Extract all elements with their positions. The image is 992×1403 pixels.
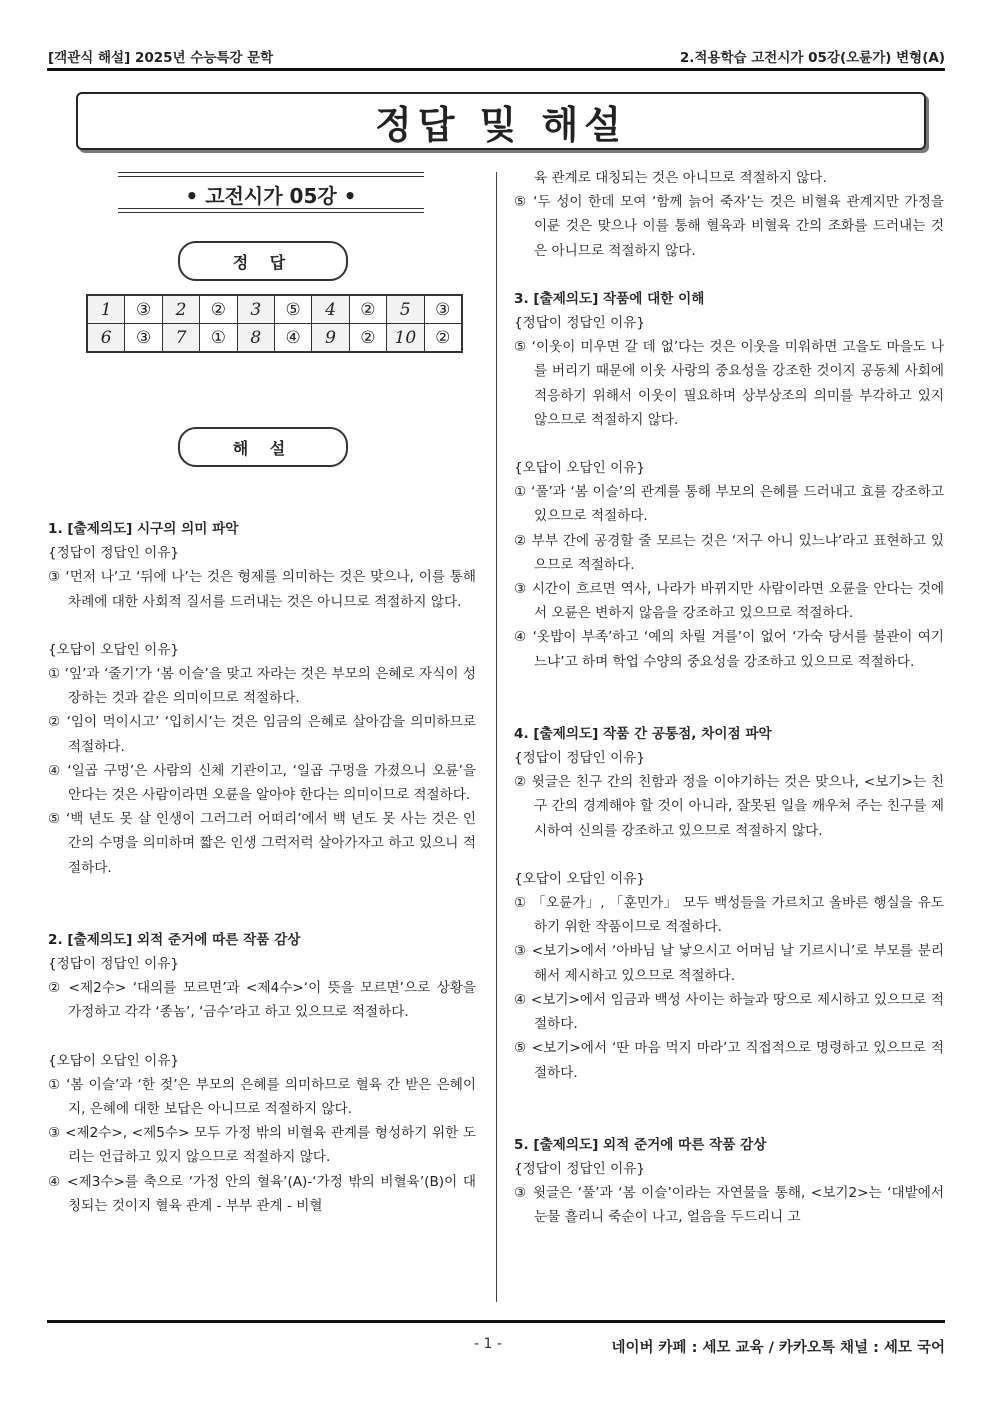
answer-choice: ② xyxy=(349,295,386,324)
question-heading: 5. [출제의도] 외적 준거에 따른 작품 감상 xyxy=(514,1136,767,1153)
header-left: [객관식 해설] 2025년 수능특강 문학 xyxy=(48,50,274,66)
explanation-item: ⑤ <보기>에서 ‘딴 마음 먹지 마라’고 직접적으로 명령하고 있으므로 적절하다. xyxy=(514,1040,944,1081)
spacer xyxy=(48,904,476,928)
explanation-item: ④ ‘옷밥이 부족’하고 ‘예의 차릴 겨를’이 없어 ‘가숙 당서를 불관이 여기느냐’고 하며 학업 수양의 중요성을 강조하고 있으므로 적절하다. xyxy=(514,629,944,670)
explanation-item: ④ ‘일곱 구멍’은 사람의 신체 기관이고, ‘일곱 구멍을 가졌으니 오륜’을 안다는 것은 사람이라면 오륜을 알아야 한다는 의미이므로 적절하다. xyxy=(48,762,476,804)
question-number: 4 xyxy=(312,295,349,324)
section-title-block xyxy=(118,172,424,212)
explanation-item: ③ <보기>에서 ‘아바님 날 낳으시고 어머님 날 기르시니’로 부모를 분리해서 제시하고 있으므로 적절하다. xyxy=(514,943,944,984)
reason-label: {정답이 정답인 이유} xyxy=(48,545,179,562)
footer-rule xyxy=(47,1320,945,1323)
question-number: 1 xyxy=(87,295,125,324)
reason-label: {오답이 오답인 이유} xyxy=(48,1052,179,1069)
question-number: 3 xyxy=(237,295,274,324)
question-heading: 1. [출제의도] 시구의 의미 파악 xyxy=(48,521,239,537)
explanation-item: ② <제2수> ‘대의를 모르면’과 <제4수>‘이 뜻을 모르면’으로 상황을 가정하고 각각 ‘종놈’, ‘금수’라고 하고 있으므로 적절하다. xyxy=(48,980,476,1021)
explanation-item: ④ <보기>에서 임금과 백성 사이는 하늘과 땅으로 제시하고 있으므로 적절하다. xyxy=(514,991,944,1033)
explanation-item: ① ‘봄 이슬’과 ‘한 젖’은 부모의 은혜를 의미하므로 혈육 간 받은 은혜이지, 은혜에 대한 보답은 아니므로 적절하지 않다. xyxy=(48,1076,476,1118)
answer-choice: ③ xyxy=(125,295,162,324)
explain-label: 해 설 xyxy=(178,427,348,467)
explanation-item: ② 윗글은 친구 간의 친함과 정을 이야기하는 것은 맞으나, <보기>는 친구 간의 경계해야 할 것이 아니라, 잘못된 일을 깨우쳐 주는 친구를 제시하여 신의를 강조하고 있으므로 적절하지 않다. xyxy=(514,774,944,839)
question-number: 6 xyxy=(87,324,125,353)
answer-choice: ⑤ xyxy=(274,295,311,324)
header-rule xyxy=(47,68,945,71)
reason-label: {정답이 정답인 이유} xyxy=(48,956,179,973)
explanation-item: ③ 시간이 흐르면 역사, 나라가 바뀌지만 사람이라면 오륜을 안다는 것에서 오륜은 변하지 않음을 강조하고 있으므로 적절하다. xyxy=(514,581,944,622)
spacer xyxy=(514,1085,944,1109)
spacer xyxy=(514,263,944,287)
explanation-item: ⑤ ‘이웃이 미우면 갈 데 없’다는 것은 이웃을 미워하면 고을도 마을도 나를 버리기 때문에 이웃 사랑의 중요성을 강조한 것이지 공동체 사회에 적응하기 위해서 이웃이 필요하며 상부상조의 의미를 부각하고 있지 않으므로 적절하지 않다. xyxy=(514,339,944,428)
question-number: 8 xyxy=(237,324,274,353)
spacer xyxy=(514,432,944,456)
footer-credit: 네이버 카페 : 세모 교육 / 카카오톡 채널 : 세모 국어 xyxy=(611,1340,945,1356)
answer-choice: ① xyxy=(200,324,237,353)
explanation-item: ③ ‘먼저 나’고 ‘뒤에 나’는 것은 형제를 의미하는 것은 맞으나, 이를 통해 차례에 대한 사회적 질서를 드러내는 것은 아니므로 적절하지 않다. xyxy=(48,569,476,610)
answer-choice: ② xyxy=(200,295,237,324)
spacer xyxy=(514,674,944,698)
reason-label: {오답이 오답인 이유} xyxy=(48,641,179,658)
reason-label: {정답이 정답인 이유} xyxy=(514,750,645,767)
header-right: 2.적용학습 고전시가 05강(오륜가) 변형(A) xyxy=(679,50,945,66)
right-column xyxy=(514,166,944,1230)
answer-choice: ③ xyxy=(125,324,162,353)
explanation-item: ④ <제3수>를 축으로 ‘가정 안의 혈육’(A)-‘가정 밖의 비혈육’(B)이 대칭되는 것이지 혈육 관계 - 부부 관계 - 비혈 xyxy=(48,1173,476,1214)
spacer xyxy=(514,698,944,722)
section-title: • 고전시가 05강 • xyxy=(185,184,357,208)
spacer xyxy=(48,614,476,638)
answer-table xyxy=(86,294,463,353)
answer-label: 정 답 xyxy=(178,241,348,281)
spacer xyxy=(48,1025,476,1049)
spacer xyxy=(514,1109,944,1133)
page-title: 정답 및 해설 xyxy=(375,102,627,147)
question-heading: 2. [출제의도] 외적 준거에 따른 작품 감상 xyxy=(48,931,301,948)
question-number: 9 xyxy=(312,324,349,353)
answer-row xyxy=(87,324,462,353)
title-box xyxy=(76,92,926,150)
question-number: 10 xyxy=(387,324,424,353)
answer-row xyxy=(87,295,462,324)
explanation-item: ② 부부 간에 공경할 줄 모르는 것은 ‘저구 아니 있느냐’라고 표현하고 있으므로 적절하다. xyxy=(514,532,944,573)
reason-label: {정답이 정답인 이유} xyxy=(514,1160,645,1177)
question-number: 5 xyxy=(387,295,424,324)
left-column xyxy=(48,517,476,1218)
explanation-item: ⑤ ‘백 년도 못 살 인생이 그러그러 어떠리’에서 백 년도 못 사는 것은 인간의 수명을 의미하며 짧은 인생 그럭저럭 살아가자고 하고 있으니 적절하다. xyxy=(48,811,476,876)
reason-label: {오답이 오답인 이유} xyxy=(514,870,645,887)
explanation-item: ② ‘임이 먹이시고’ ‘입히시’는 것은 임금의 은혜로 살아감을 의미하므로 적절하다. xyxy=(48,714,476,755)
question-number: 7 xyxy=(162,324,199,353)
explanation-item: ① ‘풀’과 ‘봄 이슬’의 관계를 통해 부모의 은혜를 드러내고 효를 강조하고 있으므로 적절하다. xyxy=(514,484,944,525)
explanation-item: 육 관계로 대칭되는 것은 아니므로 적절하지 않다. xyxy=(534,170,827,186)
reason-label: {오답이 오답인 이유} xyxy=(514,460,645,477)
question-heading: 4. [출제의도] 작품 간 공통점, 차이점 파악 xyxy=(514,725,772,742)
explanation-item: ③ <제2수>, <제5수> 모두 가정 밖의 비혈육 관계를 형성하기 위한 도리는 언급하고 있지 않으므로 적절하지 않다. xyxy=(48,1125,476,1166)
answer-choice: ② xyxy=(349,324,386,353)
question-heading: 3. [출제의도] 작품에 대한 이해 xyxy=(514,290,705,307)
answer-choice: ② xyxy=(424,324,462,353)
spacer xyxy=(514,843,944,867)
answer-choice: ③ xyxy=(424,295,462,324)
explanation-item: ③ 윗글은 ‘풀’과 ‘봄 이슬’이라는 자연물을 통해, <보기2>는 ‘대밭에서 눈물 흘리니 죽순이 나고, 얼음을 두드리니 고 xyxy=(514,1185,944,1226)
explanation-item: ① 「오륜가」, 「훈민가」 모두 백성들을 가르치고 올바른 행실을 유도하기 위한 작품이므로 적절하다. xyxy=(514,895,944,936)
spacer xyxy=(48,880,476,904)
page-number: - 1 - xyxy=(474,1336,502,1352)
explanation-item: ⑤ ‘두 성이 한데 모여 ‘함께 늙어 죽자’는 것은 비혈육 관계지만 가정을 이룬 것은 맞으나 이를 통해 혈육과 비혈육 간의 조화를 드러내는 것은 아니므로 적절하지 않다. xyxy=(514,194,944,259)
question-number: 2 xyxy=(162,295,199,324)
explanation-item: ① ‘잎’과 ‘줄기’가 ‘봄 이슬’을 맞고 자라는 것은 부모의 은혜로 자식이 성장하는 것과 같은 의미이므로 적절하다. xyxy=(48,666,476,707)
column-divider xyxy=(496,172,497,1302)
reason-label: {정답이 정답인 이유} xyxy=(514,315,645,332)
answer-choice: ④ xyxy=(274,324,311,353)
